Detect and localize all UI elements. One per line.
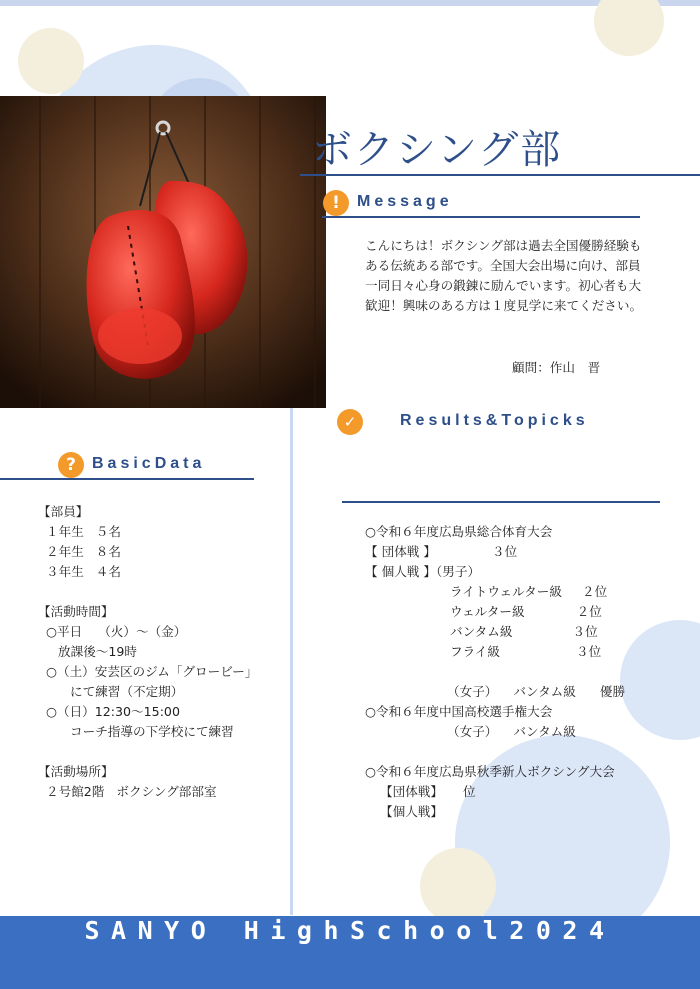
- title-underline: [300, 174, 700, 176]
- page-title: ボクシング部: [312, 127, 563, 173]
- results-line: [365, 742, 615, 762]
- decor-circle-cream-bottom: [420, 848, 496, 924]
- message-heading: Message: [357, 193, 453, 210]
- basic-data-line: ２号館2階 ボクシング部部室: [38, 784, 217, 799]
- basic-data-line: １年生 ５名: [38, 524, 121, 539]
- results-heading: Results&Topicks: [400, 412, 589, 429]
- exclamation-icon: !: [323, 190, 349, 216]
- column-divider: [290, 395, 293, 915]
- results-line: 【個人戦】: [380, 804, 443, 819]
- results-line: （女子） バンタム級 優勝: [447, 684, 626, 699]
- check-icon: ✓: [337, 409, 363, 435]
- basic-data-list: [38, 502, 258, 802]
- basic-data-line: コーチ指導の下学校にて練習: [38, 724, 234, 739]
- basic-data-line: ３年生 ４名: [38, 564, 121, 579]
- question-icon: ?: [58, 452, 84, 478]
- advisor-name: 顧問：作山 晋: [512, 360, 601, 375]
- basic-data-line: ○平日 （火）～（金）: [38, 624, 187, 639]
- basic-data-line: ○（土）安芸区のジム「グロービー」: [38, 664, 258, 679]
- basic-data-line: 【活動場所】: [38, 764, 114, 779]
- basic-data-line: ２年生 ８名: [38, 544, 121, 559]
- results-line: ○令和６年度中国高校選手権大会: [365, 704, 553, 719]
- results-line: フライ級 ３位: [450, 644, 602, 659]
- basic-data-heading: BasicData: [92, 455, 206, 472]
- top-accent-bar: [0, 0, 700, 6]
- decor-circle-cream-left: [18, 28, 84, 94]
- message-underline: [322, 216, 640, 218]
- boxing-gloves-photo: [0, 96, 326, 408]
- basic-data-line: 放課後～19時: [38, 644, 138, 659]
- results-line: （女子） バンタム級: [447, 724, 576, 739]
- results-line: 【団体戦】 位: [380, 784, 476, 799]
- basic-data-line: ○（日）12:30～15:00: [38, 704, 180, 719]
- results-line: ○令和６年度広島県総合体育大会: [365, 524, 553, 539]
- basic-data-line: [38, 582, 258, 602]
- results-line: 【 個人戦 】（男子）: [365, 564, 481, 579]
- basic-data-line: [38, 742, 258, 762]
- results-line: 【 団体戦 】 ３位: [365, 544, 518, 559]
- footer-school-name: SANYO HighSchool2024: [84, 916, 616, 945]
- results-line: バンタム級 ３位: [450, 624, 598, 639]
- results-underline: [342, 501, 660, 503]
- results-line: [365, 662, 615, 682]
- message-body: こんにちは！ボクシング部は過去全国優勝経験もある伝統ある部です。全国大会出場に向け、部員一同日々心身の鍛錬に励んでいます。初心者も大歓迎！興味のある方は１度見学に来てください。: [365, 238, 643, 313]
- basic-data-underline: [0, 478, 254, 480]
- results-line: ウェルター級 ２位: [450, 604, 602, 619]
- results-line: ○令和６年度広島県秋季新人ボクシング大会: [365, 764, 615, 779]
- basic-data-line: 【活動時間】: [38, 604, 114, 619]
- decor-circle-cream-right: [594, 0, 664, 56]
- results-line: ライトウェルター級 ２位: [450, 584, 608, 599]
- results-list: [365, 522, 626, 822]
- basic-data-line: 【部員】: [38, 504, 89, 519]
- basic-data-line: にて練習（不定期）: [38, 684, 184, 699]
